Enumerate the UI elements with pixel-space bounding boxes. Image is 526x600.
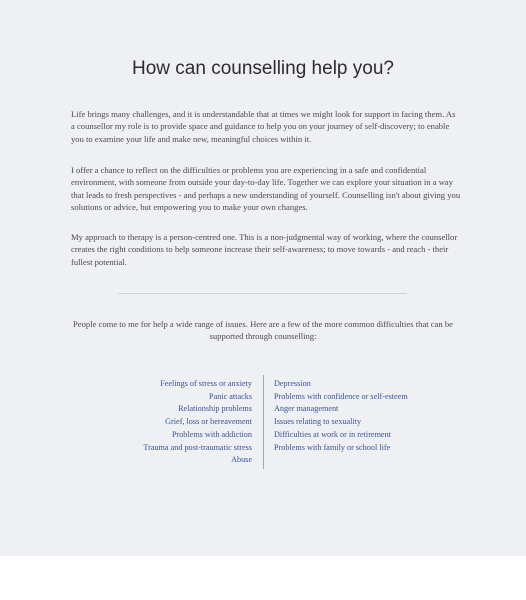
issues-column-divider (263, 375, 264, 469)
issues-list-right (274, 378, 454, 454)
issue-item: Relationship problems (178, 404, 252, 414)
issue-item: Difficulties at work or in retirement (274, 429, 391, 439)
issue-item: Abuse (231, 455, 252, 465)
issue-item: Panic attacks (209, 391, 252, 401)
issue-item: Problems with addiction (171, 429, 252, 439)
page-title: How can counselling help you? (132, 58, 394, 79)
issues-intro: People come to me for help a wide range of issues. Here are a few of the more common difficulties that can be supported through counselling: (73, 319, 453, 342)
issue-item: Problems with family or school life (274, 442, 391, 452)
intro-paragraph-1: Life brings many challenges, and it is understandable that at times we might look for support in facing them. As a counsellor my role is to provide space and guidance to help you on your journey of self-discovery; to enable you to examine your life and make new, meaningful choices within it. (71, 109, 456, 144)
issue-item: Feelings of stress or anxiety (160, 379, 252, 388)
section-divider (118, 293, 407, 294)
issue-item: Depression (274, 379, 311, 388)
intro-paragraph-2: I offer a chance to reflect on the difficulties or problems you are experiencing in a safe and confidential environment, with someone from outside your day-to-day life. Together we can explore your situation in a way that leads to fresh perspectives - and perhaps a new understanding of yourself. Counselling isn't about giving you solutions or advice, but empowering you to make your own changes. (71, 165, 461, 213)
intro-paragraph-3: My approach to therapy is a person-centred one. This is a non-judgmental way of working, where the counsellor creates the right conditions to help someone increase their self-awareness; to move towards - and reach - their fullest potential. (71, 232, 458, 267)
issue-item: Grief, loss or bereavement (165, 417, 252, 427)
issue-item: Trauma and post-traumatic stress (143, 442, 252, 452)
issue-item: Problems with confidence or self-esteem (274, 391, 408, 401)
issue-item: Anger management (274, 404, 339, 414)
issues-list-left (100, 378, 252, 467)
issue-item: Issues relating to sexuality (274, 417, 362, 427)
